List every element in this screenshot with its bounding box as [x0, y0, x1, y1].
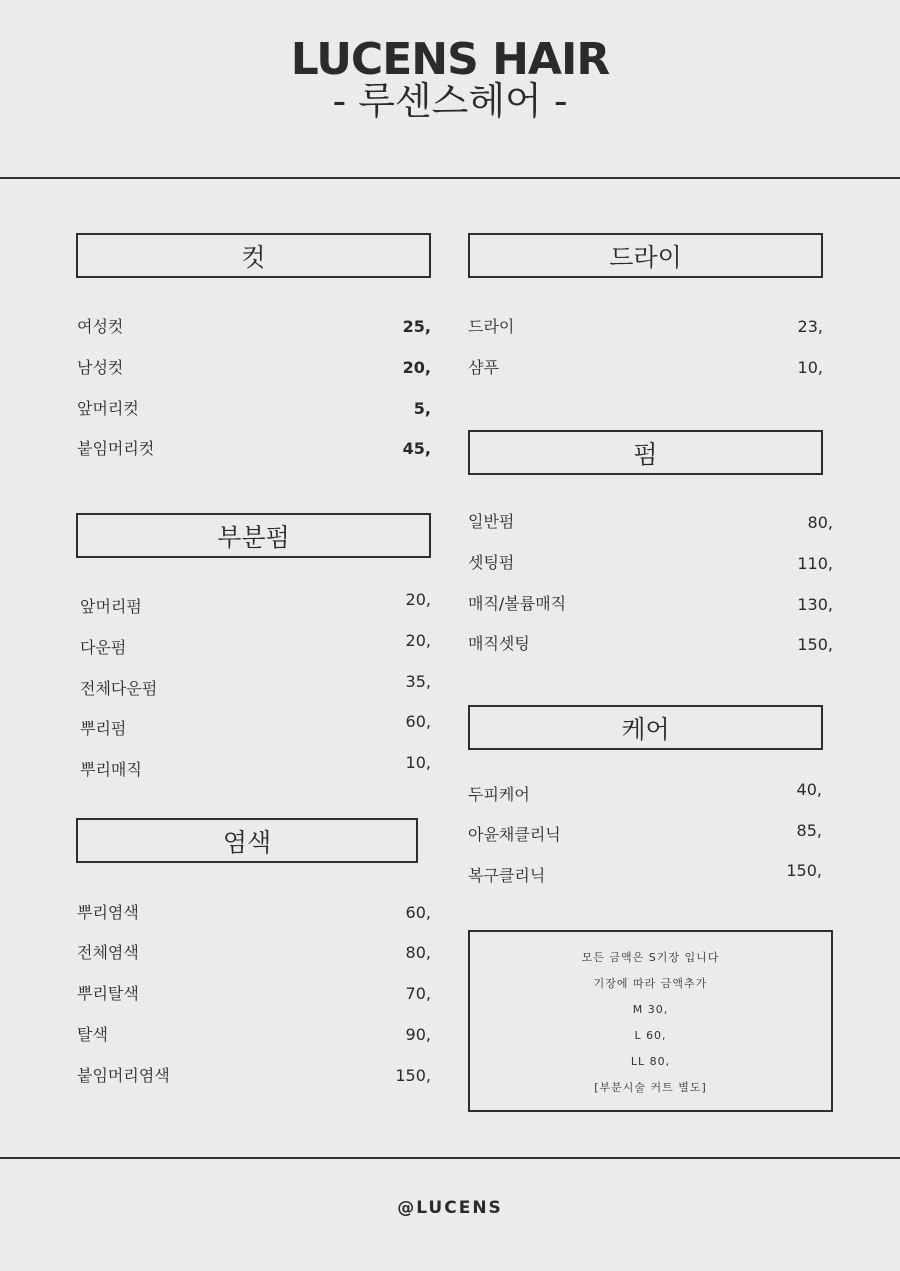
- menu-item-price: 40,: [796, 780, 822, 799]
- note-line: M 30,: [632, 1003, 669, 1016]
- menu-item-price: 10,: [797, 358, 823, 377]
- note-line: 모든 금액은 S기장 입니다: [581, 951, 720, 964]
- menu-item-name: 두피케어: [468, 785, 530, 804]
- note-line: L 60,: [634, 1029, 667, 1042]
- pricing-notes-box: [468, 930, 833, 1112]
- section-header-color: 염색: [76, 818, 418, 863]
- menu-item-price: 5,: [413, 399, 431, 418]
- menu-item-name: 샴푸: [468, 358, 499, 377]
- menu-item-name: 붙임머리컷: [77, 439, 155, 458]
- menu-item-name: 다운펌: [80, 638, 127, 657]
- menu-item-price: 25,: [402, 317, 431, 336]
- salon-name-korean: - 루센스헤어 -: [332, 79, 568, 123]
- menu-item-price: 10,: [405, 753, 431, 772]
- menu-item-name: 앞머리컷: [77, 399, 139, 418]
- menu-item-name: 앞머리펌: [80, 597, 142, 616]
- menu-item-price: 35,: [405, 672, 431, 691]
- menu-item-price: 70,: [405, 984, 431, 1003]
- instagram-handle: @LUCENS: [397, 1198, 503, 1218]
- menu-item-price: 150,: [786, 861, 822, 880]
- section-header-partial-perm: 부분펌: [76, 513, 431, 558]
- menu-item-price: 20,: [402, 358, 431, 377]
- menu-item-name: 붙임머리염색: [77, 1066, 170, 1085]
- menu-item-price: 150,: [395, 1066, 431, 1085]
- salon-name-title: LUCENS HAIR: [290, 34, 610, 85]
- menu-item-price: 23,: [797, 317, 823, 336]
- menu-item-name: 탈색: [77, 1025, 108, 1044]
- menu-item-price: 150,: [797, 635, 833, 654]
- menu-item-name: 셋팅펌: [468, 553, 515, 572]
- menu-item-name: 남성컷: [77, 358, 124, 377]
- section-header-care: 케어: [468, 705, 823, 750]
- menu-item-name: 뿌리펌: [80, 719, 127, 738]
- menu-item-price: 85,: [796, 821, 822, 840]
- menu-item-name: 뿌리매직: [80, 760, 142, 779]
- menu-item-price: 60,: [405, 712, 431, 731]
- section-header-cut: 컷: [76, 233, 431, 278]
- menu-item-name: 뿌리탈색: [77, 984, 139, 1003]
- menu-item-name: 복구클리닉: [468, 866, 546, 885]
- menu-item-name: 뿌리염색: [77, 903, 139, 922]
- menu-item-price: 110,: [797, 554, 833, 573]
- menu-item-price: 60,: [405, 903, 431, 922]
- header-divider: [0, 177, 900, 179]
- menu-item-price: 90,: [405, 1025, 431, 1044]
- note-line: 기장에 따라 금액추가: [593, 977, 708, 990]
- menu-item-price: 45,: [402, 439, 431, 458]
- menu-item-name: 아윤채클리닉: [468, 825, 561, 844]
- note-line: [부분시술 커트 별도]: [594, 1081, 707, 1094]
- menu-item-name: 전체다운펌: [80, 679, 158, 698]
- menu-item-name: 여성컷: [77, 317, 124, 336]
- menu-item-price: 20,: [405, 631, 431, 650]
- menu-item-price: 20,: [405, 590, 431, 609]
- menu-item-name: 매직/볼륨매직: [468, 594, 567, 613]
- menu-item-price: 130,: [797, 595, 833, 614]
- menu-item-name: 매직셋팅: [468, 634, 530, 653]
- section-header-perm: 펌: [468, 430, 823, 475]
- menu-item-name: 일반펌: [468, 512, 515, 531]
- section-header-dry: 드라이: [468, 233, 823, 278]
- footer-divider: [0, 1157, 900, 1159]
- menu-item-name: 전체염색: [77, 943, 139, 962]
- menu-item-price: 80,: [405, 943, 431, 962]
- menu-item-price: 80,: [807, 513, 833, 532]
- menu-item-name: 드라이: [468, 317, 515, 336]
- note-line: LL 80,: [630, 1055, 671, 1068]
